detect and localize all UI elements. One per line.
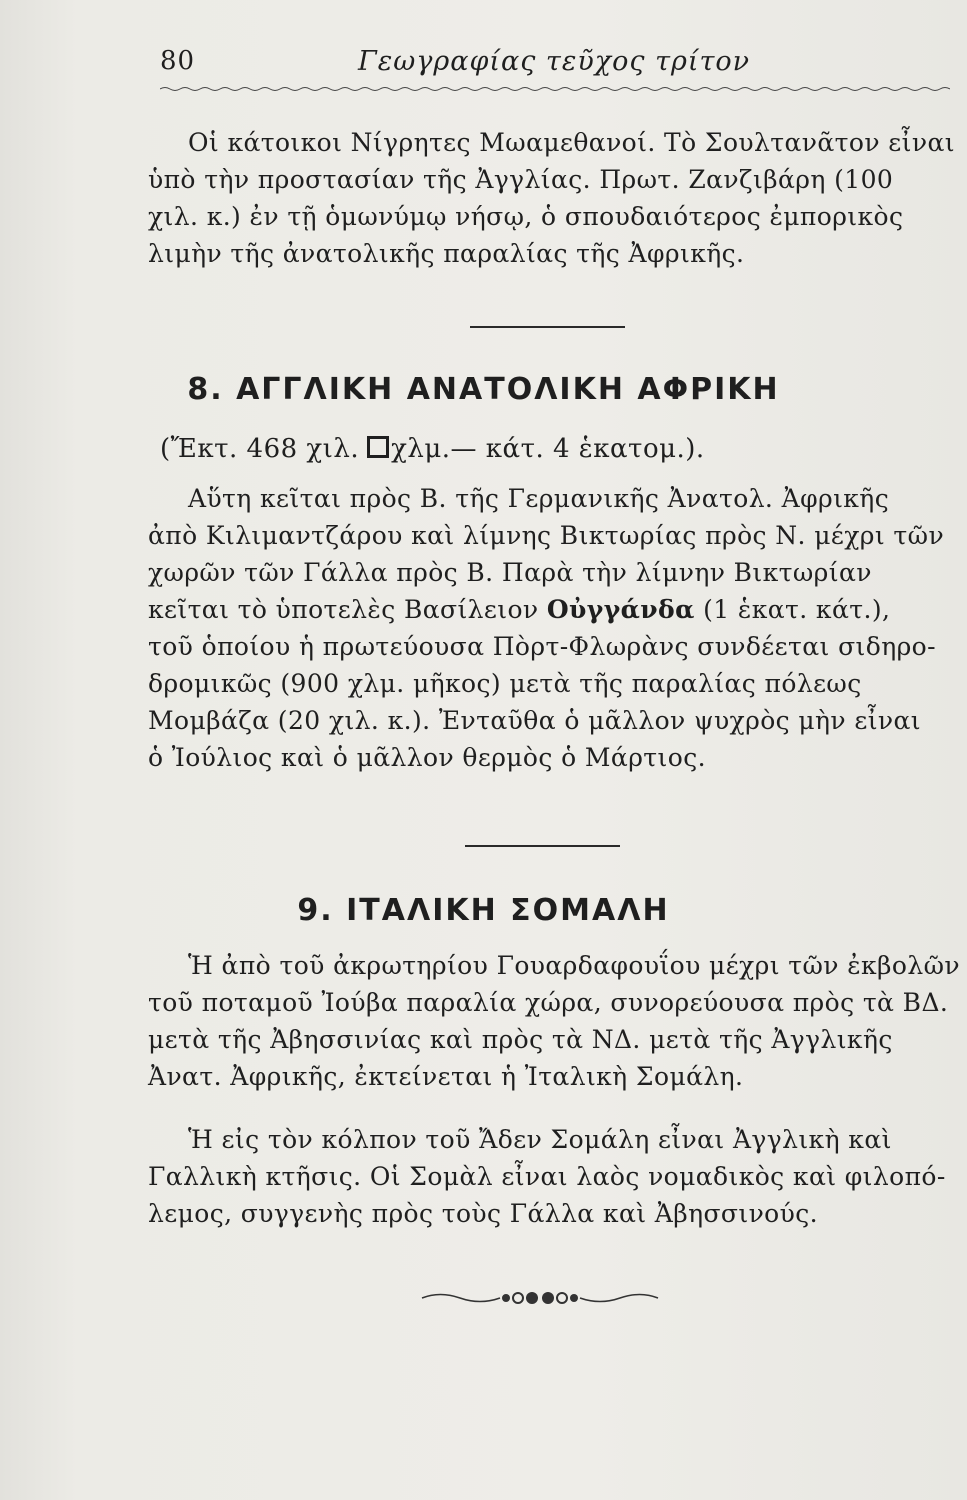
text-segment: (1 ἑκατ. κάτ.), bbox=[703, 595, 891, 624]
text-line: λεμος, συγγενὴς πρὸς τοὺς Γάλλα καὶ Ἀβησσινούς. bbox=[148, 1199, 818, 1228]
text-segment: κεῖται τὸ ὑποτελὲς Βασίλειον bbox=[148, 595, 539, 624]
text-line: ὑπὸ τὴν προστασίαν τῆς Ἀγγλίας. Πρωτ. Ζανζιβάρη (100 bbox=[148, 165, 894, 194]
text-line: λιμὴν τῆς ἀνατολικῆς παραλίας τῆς Ἀφρικῆς. bbox=[148, 239, 745, 268]
section-9-paragraph-2 bbox=[148, 1121, 948, 1232]
text-line: Γαλλικὴ κτῆσις. Οἱ Σομὰλ εἶναι λαὸς νομαδικὸς καὶ φιλοπό- bbox=[148, 1162, 946, 1191]
section-8-statistics bbox=[160, 434, 920, 464]
intro-paragraph bbox=[148, 124, 955, 272]
kingdom-name-bold: Οὐγγάνδα bbox=[546, 595, 695, 624]
section-heading-8: 8. ΑΓΓΛΙΚΗ ΑΝΑΤΟΛΙΚΗ ΑΦΡΙΚΗ bbox=[187, 372, 780, 407]
section-heading-9: 9. ΙΤΑΛΙΚΗ ΣΟΜΑΛΗ bbox=[297, 893, 670, 928]
page-header bbox=[160, 40, 950, 90]
stats-text-end: χλμ.— κάτ. 4 ἑκατομ.). bbox=[391, 434, 705, 464]
decorative-ornament-icon bbox=[420, 1283, 660, 1313]
text-line: χωρῶν τῶν Γάλλα πρὸς Β. Παρὰ τὴν λίμνην Βικτωρίαν bbox=[148, 558, 872, 587]
text-line: Μομβάζα (20 χιλ. κ.). Ἐνταῦθα ὁ μᾶλλον ψυχρὸς μὴν εἶναι bbox=[148, 706, 922, 735]
running-title: Γεωγραφίας τεῦχος τρίτον bbox=[358, 46, 751, 77]
section-divider bbox=[465, 845, 620, 847]
text-line: δρομικῶς (900 χλμ. μῆκος) μετὰ τῆς παραλίας πόλεως bbox=[148, 669, 862, 698]
text-line: Ἡ εἰς τὸν κόλπον τοῦ Ἄδεν Σομάλη εἶναι Ἀγγλικὴ καὶ bbox=[188, 1125, 892, 1154]
stats-text-start: (Ἔκτ. 468 χιλ. bbox=[160, 434, 360, 464]
text-line: τοῦ ὁποίου ἡ πρωτεύουσα Πὸρτ-Φλωρὰνς συνδέεται σιδηρο- bbox=[148, 632, 936, 661]
section-divider bbox=[470, 326, 625, 328]
text-line: χιλ. κ.) ἐν τῇ ὁμωνύμῳ νήσῳ, ὁ σπουδαιότερος ἐμπορικὸς bbox=[148, 202, 904, 231]
wavy-header-rule bbox=[160, 86, 950, 92]
text-line: ὁ Ἰούλιος καὶ ὁ μᾶλλον θερμὸς ὁ Μάρτιος. bbox=[148, 743, 706, 772]
text-line: ἀπὸ Κιλιμαντζάρου καὶ λίμνης Βικτωρίας πρὸς Ν. μέχρι τῶν bbox=[148, 521, 945, 550]
square-km-icon bbox=[367, 436, 389, 458]
text-line: Ἡ ἀπὸ τοῦ ἀκρωτηρίου Γουαρδαφουΐου μέχρι τῶν ἐκβολῶν bbox=[188, 951, 960, 980]
section-8-paragraph bbox=[148, 480, 948, 776]
text-line: τοῦ ποταμοῦ Ἰούβα παραλία χώρα, συνορεύουσα πρὸς τὰ ΒΔ. bbox=[148, 988, 949, 1017]
text-line: μετὰ τῆς Ἀβησσινίας καὶ πρὸς τὰ ΝΔ. μετὰ τῆς Ἀγγλικῆς bbox=[148, 1025, 893, 1054]
text-line: Αὕτη κεῖται πρὸς Β. τῆς Γερμανικῆς Ἀνατολ. Ἀφρικῆς bbox=[188, 484, 890, 513]
text-line: Οἱ κάτοικοι Νίγρητες Μωαμεθανοί. Τὸ Σουλτανᾶτον εἶναι bbox=[188, 128, 955, 157]
text-line: Ἀνατ. Ἀφρικῆς, ἐκτείνεται ἡ Ἰταλικὴ Σομάλη. bbox=[148, 1062, 744, 1091]
section-9-paragraph-1 bbox=[148, 947, 960, 1095]
text-line bbox=[148, 591, 948, 628]
page-number: 80 bbox=[160, 46, 196, 76]
